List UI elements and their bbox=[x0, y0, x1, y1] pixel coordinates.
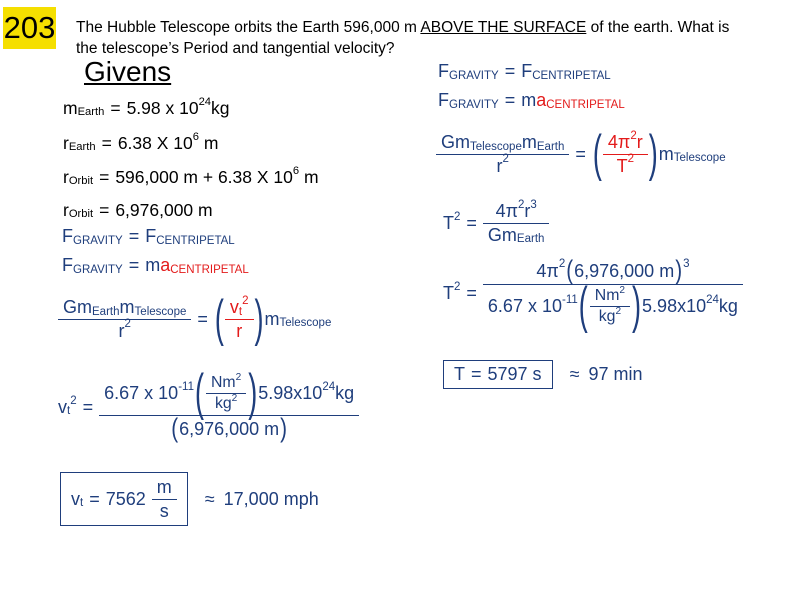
problem-text-post: of the earth. What is the telescope’s Period and tangential velocity? bbox=[76, 19, 730, 57]
T: T bbox=[443, 212, 454, 233]
rhs-fraction bbox=[483, 200, 550, 246]
Nm: Nm bbox=[210, 374, 236, 391]
accel-a: a bbox=[160, 255, 171, 275]
equals: = bbox=[128, 226, 140, 246]
given-m-earth bbox=[63, 95, 230, 119]
F2: F bbox=[145, 226, 157, 246]
left-paren: ( bbox=[194, 364, 204, 422]
var: r bbox=[63, 167, 69, 187]
rhs-fraction bbox=[99, 364, 359, 444]
mass-exp: 24 bbox=[706, 293, 719, 306]
lhs-fraction bbox=[58, 296, 191, 342]
r-exp: 2 bbox=[124, 318, 131, 331]
slide-number-badge: 203 bbox=[3, 7, 56, 49]
denominator bbox=[483, 277, 743, 335]
numerator bbox=[58, 296, 191, 319]
denominator: s bbox=[152, 499, 177, 523]
left-paren: ( bbox=[214, 289, 224, 347]
mass-unit: kg bbox=[335, 383, 355, 404]
mass-m: m bbox=[521, 90, 537, 110]
cube-exp: 3 bbox=[683, 258, 690, 271]
v: v bbox=[71, 488, 80, 509]
numerator bbox=[206, 373, 246, 393]
numerator bbox=[590, 286, 630, 306]
mass-exp: 24 bbox=[322, 381, 336, 394]
v: v bbox=[229, 297, 239, 317]
F-sub-gravity: GRAVITY bbox=[73, 234, 123, 247]
equals: = bbox=[466, 282, 477, 303]
four-pi: 4π bbox=[495, 201, 518, 221]
vt-value: 7562 bbox=[105, 488, 146, 509]
numerator: m bbox=[156, 477, 172, 497]
equals: = bbox=[99, 167, 110, 187]
value-exp: 6 bbox=[292, 164, 300, 177]
Gm: Gm bbox=[441, 132, 470, 152]
t-min-value: 97 min bbox=[588, 364, 643, 384]
F2: F bbox=[521, 61, 533, 81]
var-sub: Orbit bbox=[68, 175, 94, 188]
left-force-balance-ma bbox=[62, 255, 249, 276]
value: 596,000 m + 6.38 X 10 bbox=[115, 167, 293, 187]
equals: = bbox=[504, 61, 516, 81]
radius-value: 6,976,000 m bbox=[574, 260, 675, 281]
m-tail: m bbox=[658, 143, 674, 164]
left-paren: ( bbox=[592, 124, 602, 182]
v-exp: 2 bbox=[70, 394, 77, 407]
denominator bbox=[603, 154, 648, 178]
pi-exp: 2 bbox=[558, 258, 566, 271]
four-pi: 4π bbox=[536, 260, 559, 281]
mass-value: 5.98x10 bbox=[258, 383, 323, 404]
left-gravity-centripetal-equation bbox=[58, 289, 332, 347]
vt-result-box bbox=[60, 472, 188, 526]
equals: = bbox=[101, 133, 112, 153]
numerator bbox=[225, 296, 254, 319]
t-value: 5797 s bbox=[487, 364, 542, 384]
equals: = bbox=[466, 212, 477, 233]
equals: = bbox=[99, 200, 110, 220]
right-paren: ) bbox=[248, 364, 258, 422]
denominator bbox=[99, 415, 359, 442]
right-paren: ) bbox=[280, 413, 288, 444]
T-exp: 2 bbox=[627, 153, 635, 166]
givens-heading: Givens bbox=[84, 56, 172, 87]
T: T bbox=[443, 282, 454, 303]
problem-text-pre: The Hubble Telescope orbits the Earth 596,000 m bbox=[76, 19, 421, 36]
four-pi: 4π bbox=[607, 132, 631, 152]
t-result-line bbox=[443, 360, 642, 389]
numerator bbox=[603, 131, 648, 154]
pi-exp: 2 bbox=[630, 129, 637, 142]
F-sub-gravity: GRAVITY bbox=[73, 263, 123, 276]
m: m bbox=[521, 132, 537, 152]
vt-mph-value: 17,000 mph bbox=[223, 488, 319, 509]
approx-symbol: ≈ bbox=[569, 364, 580, 384]
r: r bbox=[118, 320, 125, 341]
kg: kg bbox=[598, 308, 616, 326]
left-force-balance-f bbox=[62, 226, 235, 247]
kg-exp: 2 bbox=[231, 393, 238, 405]
r: r bbox=[496, 155, 503, 176]
numerator bbox=[483, 255, 743, 286]
F: F bbox=[62, 255, 73, 275]
v-exp: 2 bbox=[242, 294, 249, 307]
right-force-balance-f bbox=[438, 61, 611, 82]
Gm: Gm bbox=[63, 297, 92, 317]
var: m bbox=[63, 98, 78, 118]
T-exp: 2 bbox=[454, 280, 461, 293]
T: T bbox=[616, 155, 628, 176]
var: r bbox=[63, 200, 69, 220]
value: 5.98 x 10 bbox=[126, 98, 199, 118]
G-exp: -11 bbox=[561, 293, 578, 306]
radius-value: 6,976,000 m bbox=[179, 418, 280, 439]
m: m bbox=[119, 297, 135, 317]
var-sub: Earth bbox=[68, 141, 96, 154]
value-unit: kg bbox=[211, 98, 230, 118]
unit-m-per-s bbox=[152, 476, 177, 522]
right-paren: ) bbox=[254, 289, 264, 347]
value-exp: 24 bbox=[198, 95, 212, 108]
a-sub-centripetal: CENTRIPETAL bbox=[170, 263, 249, 276]
G-value: 6.67 x 10 bbox=[104, 383, 179, 404]
problem-statement bbox=[76, 18, 740, 60]
unit-fraction bbox=[590, 286, 630, 327]
value: 6.38 X 10 bbox=[117, 133, 193, 153]
sub-telescope: Telescope bbox=[470, 140, 522, 153]
v-sub-t: t bbox=[67, 405, 71, 418]
T-exp: 2 bbox=[454, 210, 461, 223]
sub-earth: Earth bbox=[516, 233, 545, 246]
t-squared-numeric-equation bbox=[443, 255, 743, 335]
numerator bbox=[99, 364, 359, 422]
v-sub-t: t bbox=[238, 305, 243, 318]
F-sub-centripetal: CENTRIPETAL bbox=[156, 234, 235, 247]
centripetal-fraction bbox=[603, 131, 648, 177]
denominator bbox=[590, 306, 630, 327]
F: F bbox=[62, 226, 73, 246]
right-paren: ) bbox=[632, 277, 642, 335]
equals: = bbox=[197, 308, 208, 329]
denominator bbox=[58, 319, 191, 343]
r: r bbox=[236, 320, 243, 341]
denominator bbox=[436, 154, 569, 178]
lhs-fraction bbox=[436, 131, 569, 177]
sub-telescope: Telescope bbox=[134, 305, 187, 318]
Nm: Nm bbox=[594, 286, 620, 304]
r: r bbox=[636, 132, 643, 152]
left-paren: ( bbox=[578, 277, 588, 335]
Nm-exp: 2 bbox=[235, 372, 242, 384]
F-sub-gravity: GRAVITY bbox=[449, 98, 499, 111]
sub-telescope: Telescope bbox=[673, 152, 726, 165]
G-exp: -11 bbox=[178, 381, 194, 394]
right-force-balance-ma bbox=[438, 90, 625, 111]
r-exp: 2 bbox=[502, 153, 509, 166]
kg-exp: 2 bbox=[615, 306, 622, 318]
equals: = bbox=[89, 488, 100, 509]
equals: = bbox=[504, 90, 516, 110]
approx-symbol: ≈ bbox=[204, 488, 215, 509]
rhs-fraction bbox=[483, 255, 743, 335]
F: F bbox=[438, 61, 449, 81]
denominator bbox=[225, 319, 254, 343]
right-paren: ) bbox=[648, 124, 658, 182]
given-r-earth bbox=[63, 130, 219, 154]
value: 6,976,000 m bbox=[115, 200, 213, 220]
value-exp: 6 bbox=[192, 130, 199, 143]
sub-earth: Earth bbox=[536, 140, 565, 153]
sub-earth: Earth bbox=[92, 305, 120, 318]
mass-unit: kg bbox=[718, 296, 738, 317]
denominator bbox=[483, 223, 550, 247]
centripetal-fraction bbox=[225, 296, 254, 342]
left-paren: ( bbox=[171, 413, 179, 444]
F-sub-gravity: GRAVITY bbox=[449, 69, 499, 82]
mass-m: m bbox=[145, 255, 161, 275]
v: v bbox=[58, 396, 67, 417]
var-sub: Orbit bbox=[68, 208, 94, 221]
vt-result-line bbox=[60, 472, 319, 526]
F-sub-centripetal: CENTRIPETAL bbox=[532, 69, 611, 82]
accel-a: a bbox=[536, 90, 547, 110]
equals: = bbox=[575, 143, 586, 164]
r-exp: 3 bbox=[530, 198, 537, 211]
right-gravity-centripetal-equation bbox=[436, 124, 726, 182]
T: T bbox=[454, 364, 465, 384]
vt-squared-equation bbox=[58, 364, 359, 444]
pi-exp: 2 bbox=[518, 198, 525, 211]
t-squared-symbolic-equation bbox=[443, 200, 549, 246]
sub-telescope: Telescope bbox=[279, 317, 332, 330]
given-r-orbit-sum bbox=[63, 164, 319, 188]
denominator bbox=[206, 393, 246, 414]
equals: = bbox=[82, 396, 94, 417]
equals: = bbox=[471, 364, 482, 384]
given-r-orbit-value bbox=[63, 200, 213, 220]
mass-value: 5.98x10 bbox=[642, 296, 707, 317]
var-sub: Earth bbox=[77, 106, 105, 119]
problem-text-underlined: ABOVE THE SURFACE bbox=[420, 19, 587, 36]
left-paren: ( bbox=[566, 255, 574, 286]
right-paren: ) bbox=[675, 255, 683, 286]
r: r bbox=[524, 201, 531, 221]
v-sub-t: t bbox=[80, 497, 84, 510]
Gm: Gm bbox=[487, 224, 517, 245]
numerator bbox=[436, 131, 569, 154]
a-sub-centripetal: CENTRIPETAL bbox=[546, 98, 625, 111]
m-tail: m bbox=[264, 308, 280, 329]
F: F bbox=[438, 90, 449, 110]
unit-fraction bbox=[206, 373, 246, 414]
value-unit: m bbox=[198, 133, 219, 153]
equals: = bbox=[128, 255, 140, 275]
Nm-exp: 2 bbox=[619, 284, 626, 296]
value-unit: m bbox=[299, 167, 319, 187]
t-result-box bbox=[443, 360, 553, 389]
equals: = bbox=[110, 98, 121, 118]
kg: kg bbox=[214, 395, 232, 413]
var: r bbox=[63, 133, 69, 153]
numerator bbox=[483, 200, 550, 223]
G-value: 6.67 x 10 bbox=[487, 296, 562, 317]
